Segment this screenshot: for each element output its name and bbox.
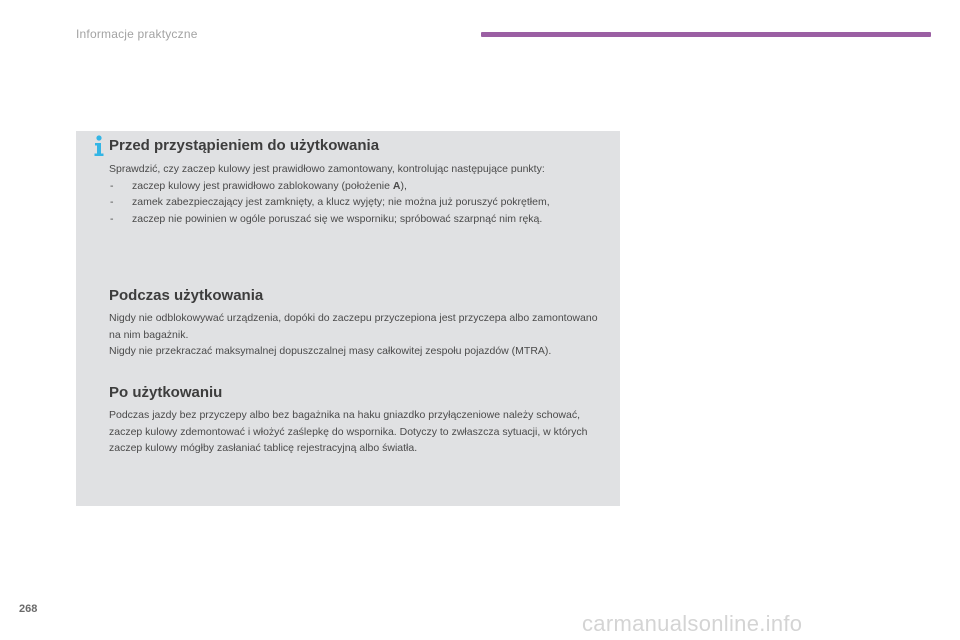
paragraph: Nigdy nie przekraczać maksymalnej dopuszczalnej masy całkowitej zespołu pojazdów (MTRA). <box>109 345 552 357</box>
list-item-text: zaczep nie powinien w ogóle poruszać się we wsporniku; spróbować szarpnąć nim ręką. <box>132 212 543 225</box>
checklist <box>109 178 609 228</box>
position-label: A <box>392 179 401 192</box>
section-before-use <box>109 137 609 227</box>
section-heading: Po użytkowaniu <box>109 384 223 401</box>
list-dash: - <box>110 179 114 192</box>
list-dash: - <box>110 212 114 225</box>
list-dash: - <box>110 196 114 208</box>
info-box <box>76 131 620 506</box>
section-after-use <box>109 384 609 457</box>
section-title: Informacje praktyczne <box>76 27 198 41</box>
info-icon <box>90 135 108 157</box>
list-item-text: zamek zabezpieczający jest zamknięty, a klucz wyjęty; nie można już poruszyć pokrętłem, <box>132 196 550 208</box>
section-during-use <box>109 287 609 360</box>
list-item <box>109 194 609 211</box>
list-item <box>109 211 609 228</box>
paragraph: Podczas jazdy bez przyczepy albo bez bagażnika na haku gniazdko przyłączeniowe należy schować, zaczep kulowy zdemontować i włożyć zaślepkę do wspornika. Dotyczy to zwłaszcza sytuacji, w których zaczep kulowy mógłby zasłaniać tablicę rejestracyjną albo światła. <box>109 409 588 454</box>
paragraph: Nigdy nie odblokowywać urządzenia, dopóki do zaczepu przyczepiona jest przyczepa albo zamontowano na nim bagażnik. <box>109 312 598 341</box>
list-item-suffix: ), <box>400 179 407 192</box>
watermark: carmanualsonline.info <box>582 611 803 636</box>
list-item-text: zaczep kulowy jest prawidłowo zablokowany (położenie <box>132 179 393 192</box>
page-number: 268 <box>19 603 38 615</box>
list-item <box>109 178 609 195</box>
section-intro: Sprawdzić, czy zaczep kulowy jest prawidłowo zamontowany, kontrolując następujące punkty: <box>109 163 545 175</box>
accent-bar <box>481 32 931 37</box>
section-heading: Podczas użytkowania <box>109 287 264 304</box>
section-heading: Przed przystąpieniem do użytkowania <box>109 137 380 154</box>
